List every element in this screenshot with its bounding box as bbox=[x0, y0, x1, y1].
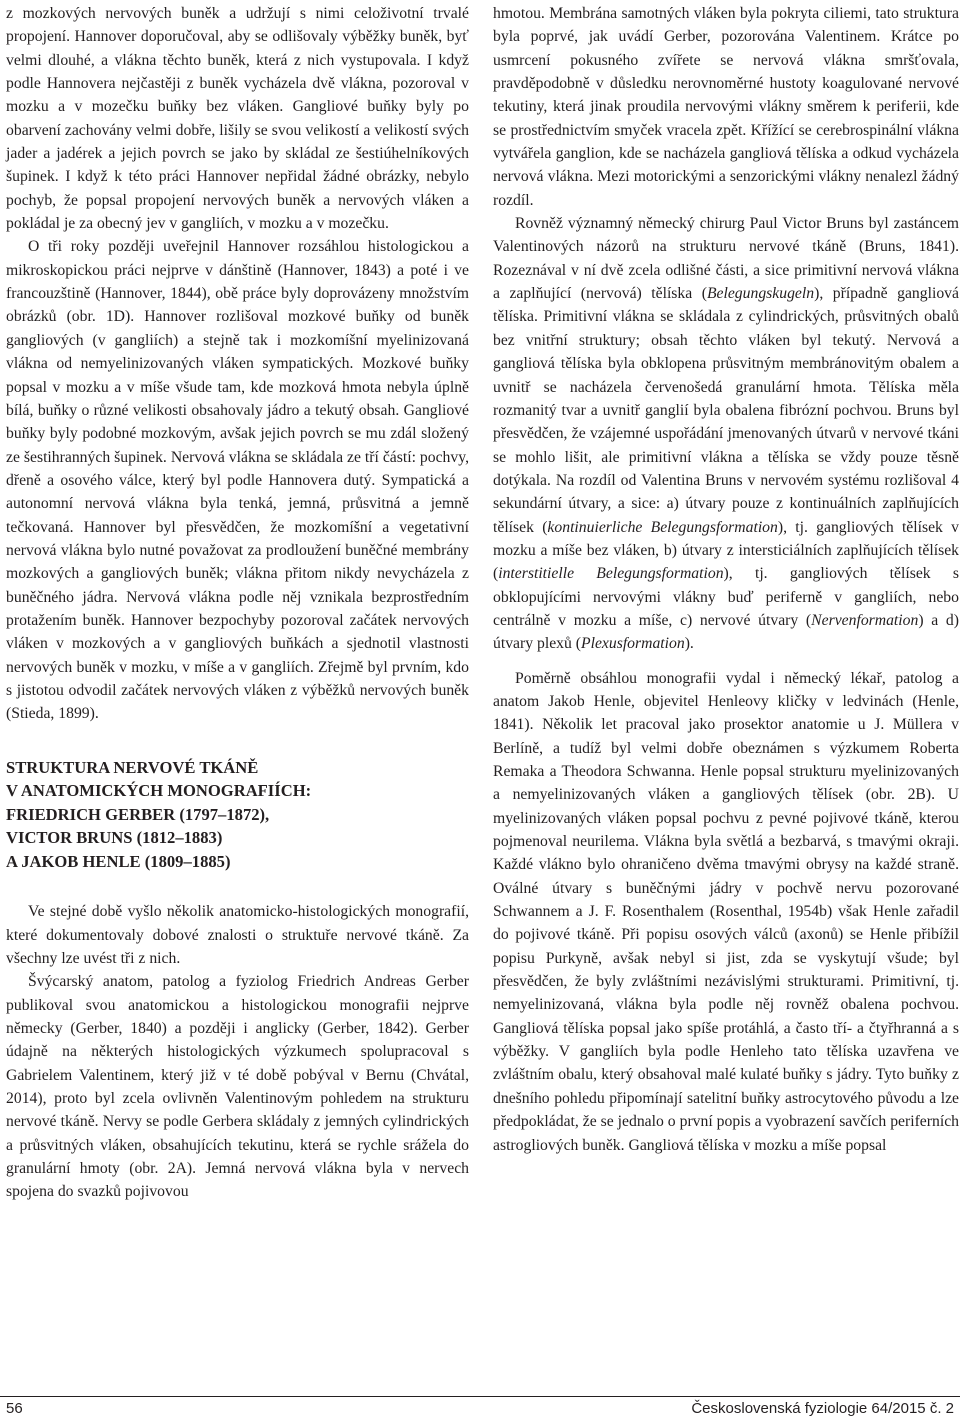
section-heading-line: VICTOR BRUNS (1812–1883) bbox=[6, 828, 223, 848]
text-run: ), tj. gangliových tělísek v mozku a míše bez vláken, b) útvary z intersticiálních zaplňujících tělísek ( bbox=[493, 518, 959, 583]
right-column bbox=[493, 2, 959, 1157]
page-number: 56 bbox=[6, 1400, 23, 1417]
paragraph: Poměrně obsáhlou monografii vydal i německý lékař, patolog a anatom Jakob Henle, objevitel Henleovy kličky v ledvinách (Henle, 1841). Několik let pracoval jako prosektor anatomie u J. Müllera v Berlíně, a tudíž byl velmi dobře obeznámen s výzkumem Roberta Remaka a Theodora Schwanna. Henle popsal strukturu myelinizovaných a nemyelinizovaných vláken a gangliových tělísek (obr. 2B). U myelinizovaných vláken popsal pochvu z pevné pojivové tkáně, kterou pojmenoval neurilema. Vlákna byla světlá a bezbarvá, s tmavými okraji. Každé vlákno bylo ohraničeno dvěma tmavými obrysy na každé straně. Oválné útvary s buněčnými jádry v pochvě nervu pozorované Schwannem a J. F. Rosenthalem (Rosenthal, 1954b) však Henle zařadil do pojivové tkáně. Při popisu osových válců (axonů) se Henle přibížil popisu Purkyně, avšak nebyl si jist, zda se vyskytují všude; byl přesvědčen, že byly zvláštními nezávislými strukturami. Primitivní, tj. nemyelinizovaná, vlákna byla podle něj rovněž obalena pochvou. Gangliová tělíska popsal jako spíše protáhlá, a často tří- a čtyřhranná a s výběžky. V gangliích byla podle Henleho tato tělíska uzavřena ve zvláštním obalu, který obsahoval malé kulaté buňky s jádry. Tyto buňky z dnešního pohledu připomínají satelitní buňky astrocytového původu a lze předpokládat, že se jednalo o první popis a vyobrazení savčích periferních astrogliových buněk. Gangliová tělíska v mozku a míše popsal bbox=[493, 669, 959, 1154]
paragraph: Ve stejné době vyšlo několik anatomicko-histologických monografií, které dokumentovaly dobové znalosti o struktuře nervové tkáně. Za všechny lze uvést tři z nich. bbox=[6, 903, 469, 967]
text-run: ), tj. gangliových tělísek s obklopujícími nervovými vlákny buď periferně v gangliích, nebo centrálně v mozku a míše, c) nervové útvary ( bbox=[493, 565, 959, 629]
text-run: ). bbox=[684, 635, 694, 653]
italic-term: Nervenformation bbox=[811, 611, 919, 629]
paragraph: z mozkových nervových buněk a udržují s nimi celoživotní trvalé propojení. Hannover doporučoval, aby se odlišovaly výběžky buněk, byť velmi dlouhé, a vlákna těchto buněk, která z nich vystupovala. I když podle Hannovera nejčastěji z buněk vycházela dvě vlákna, pozoroval v mozku a v mozečku buňky bez vláken. Gangliové buňky byly po obarvení zachovány velmi dobře, lišily se svou velikostí a velikostí svých jader a jadérek a jejich povrch se jako by skládal ze šestiúhelníkových šupinek. I když k této práci Hannover nepřidal žádné obrázky, nebylo pochyb, že popsal propojení nervových buněk a nervových vláken a pokládal je za obecný jev v gangliích, v mozku a v mozečku. bbox=[6, 5, 469, 233]
text-run: ) a d) útvary plexů ( bbox=[493, 611, 959, 653]
text-run: ), případně gangliová tělíska. Primitivní vlákna se skládala z cylindrických, průsvitných obalů bez vnitřní struktury; obsah těchto vláken byl tekutý. Nervová a gangliová tělíska byla obklopena průsvitným membránovitým obalem a uvnitř se nacházela červenošedá granulární hmota. Tělíska měla rozmanitý tvar a uvnitř ganglií byla obalena fibrózní pochvou. Bruns byl přesvědčen, že vzájemné uspořádání jmenovaných útvarů v nervové tkáni se mohlo lišit, ale primitivní vlákna a tělíska se vždy pouze těsně dotýkala. Na rozdíl od Valentina Bruns v nervovém systému rozlišoval 4 sekundární útvary, a sice: a) útvary pouze z kontinuálních zaplňujících tělísek ( bbox=[493, 285, 959, 536]
section-heading bbox=[6, 756, 469, 874]
journal-citation: Československá fyziologie 64/2015 č. 2 bbox=[691, 1400, 954, 1417]
paragraph: Švýcarský anatom, patolog a fyziolog Friedrich Andreas Gerber publikoval svou anatomickou a histologickou monografii nejprve německy (Gerber, 1840) a později i anglicky (Gerber, 1842). Gerber údajně na některých histologických výzkumech spolupracoval s Gabrielem Valentinem, který již v té době pobýval v Bernu (Chvátal, 2014), proto byl zcela ovlivněn Valentinovým pohledem na strukturu nervové tkáně. Nervy se podle Gerbera skládaly z jemných cylindrických a průsvitných vláken, obsahujících tekutinu, která se rychle srážela do granulární hmoty (obr. 2A). Jemná nervová vlákna byla v nervech spojena do svazků pojivovou bbox=[6, 973, 469, 1201]
text-run: Rovněž významný německý chirurg Paul Victor Bruns byl zastáncem Valentinových názorů na strukturu nervové tkáně (Bruns, 1841). Rozeznával v ní dvě zcela odlišné části, a sice primitivní nervová vlákna a zaplňující (nervová) tělíska ( bbox=[493, 215, 959, 303]
section-heading-line: A JAKOB HENLE (1809–1885) bbox=[6, 851, 231, 871]
section-heading-line: FRIEDRICH GERBER (1797–1872), bbox=[6, 804, 270, 824]
paragraph: hmotou. Membrána samotných vláken byla pokryta ciliemi, tato struktura byla poprvé, jak uvádí Gerber, pozorována Valentinem. Krátce po usmrcení pokusného zvířete se nervová vlákna smršťovala, pravděpodobně v důsledku nerovnoměrné hustoty koagulované nervové tekutiny, která jinak proudila nervovými vlákny směrem k periferii, kde se prostřednictvím smyček vracela zpět. Křížící se cerebrospinální vlákna vytvářela ganglion, kde se nacházela gangliová tělíska a odkud vycházela nervová vlákna. Mezi motorickými a senzorickými vlákny nenalezl žádný rozdíl. bbox=[493, 5, 959, 209]
footer-rule bbox=[0, 1396, 960, 1397]
italic-term: Belegungskugeln bbox=[706, 285, 815, 303]
italic-term: Plexusformation bbox=[581, 635, 685, 653]
section-heading-line: V ANATOMICKÝCH MONOGRAFIÍCH: bbox=[6, 781, 312, 801]
paragraph: O tři roky později uveřejnil Hannover rozsáhlou histologickou a mikroskopickou práci nejprve v dánštině (Hannover, 1843) a poté i ve francouzštině (Hannover, 1844), obě práce byly doprovázeny množstvím obrázků (obr. 1D). Hannover rozlišoval mozkové buňky od buněk gangliových (v gangliích) a stejně tak i mozkomíšní myelinizovaná vlákna od nemyelinizovaných vláken sympatických. Mozkové buňky popsal v mozku a v míše všude tam, kde mozková hmota nebyla úplně bílá, buňky o různé velikosti obsahovaly jádro a tekutý obsah. Gangliové buňky byly podobné mozkovým, avšak jejich povrch se mu zdál složený ze šestihranných šupinek. Nervová vlákna se skládala ze tří částí: pochvy, dřeně a osového válce, který byl podle Hannovera dutý. Sympatická a autonomní nervová vlákna byla tenká, jemná, průsvitná a jemně tečkovaná. Hannover byl přesvědčen, že mozkomíšní a vegetativní nervová vlákna bylo nutné považovat za prodloužení buněčné membrány mozkových a gangliových buněk; vlákna přitom nikdy nevycházela z buněčného jádra. Nervová vlákna podle něj vznikala bezprostředním protažením buněk. Hannover bezpochyby pozoroval začátek nervových vláken v mozkových a v gangliových buňkách a sjednotil vlastnosti nervových buněk v mozku, v míše a v gangliích. Zřejmě byl prvním, kdo s jistotou odvodil začátek nervových vláken z výběžků nervových buněk (Stieda, 1899). bbox=[6, 238, 469, 723]
paragraph bbox=[493, 212, 959, 656]
italic-term: kontinuierliche Belegungsformation bbox=[547, 518, 778, 536]
italic-term: interstitielle Belegungsformation bbox=[498, 565, 724, 583]
section-heading-line: STRUKTURA NERVOVÉ TKÁNĚ bbox=[6, 757, 259, 777]
left-column bbox=[6, 2, 469, 1204]
